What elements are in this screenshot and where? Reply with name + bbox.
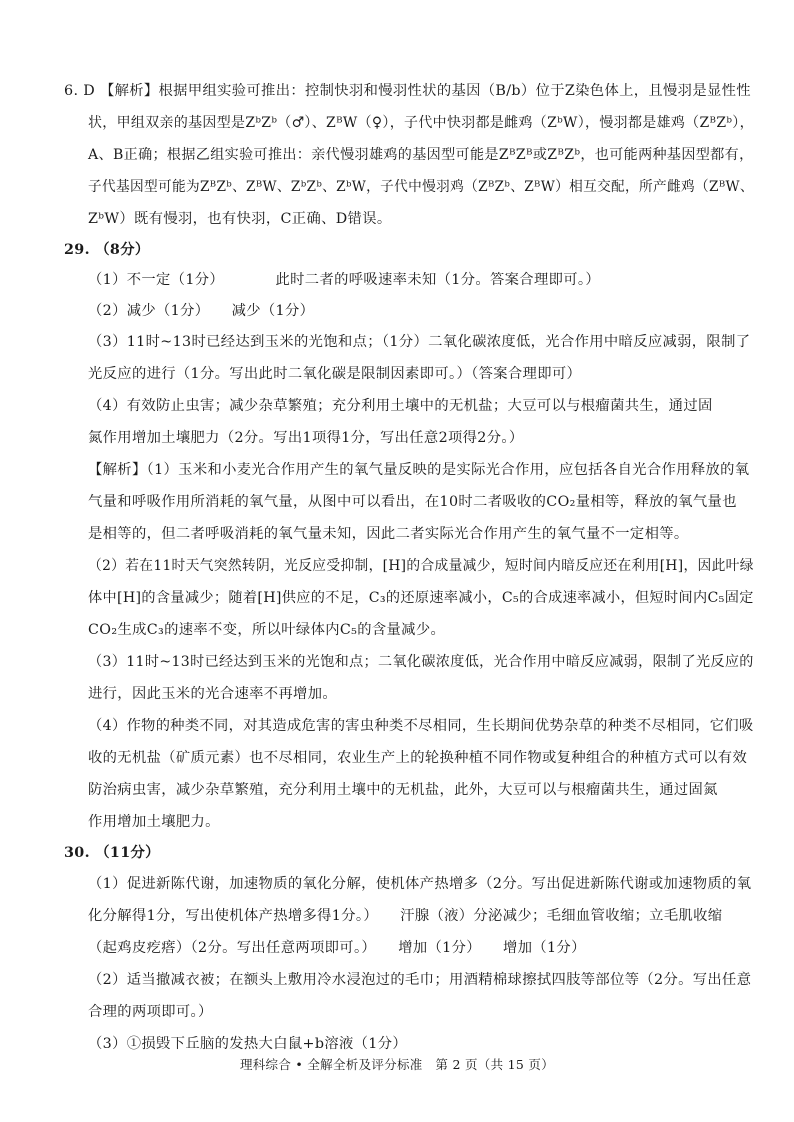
q29-analysis-1-line-3: 是相等的，但二者呼吸消耗的氧气量未知，因此二者实际光合作用产生的氧气量不一定相等。 [88,526,689,542]
q29-analysis-1-line-1: 【解析】（1）玉米和小麦光合作用产生的氧气量反映的是实际光合作用，应包括各自光合作用释放的氧 [88,462,750,478]
q30-part2-line-1: （2）适当撤减衣被；在额头上敷用冷水浸泡过的毛巾；用酒精棉球擦拭四肢等部位等（2分。写出任意 [88,972,752,988]
q29-part2: （2）减少（1分） 减少（1分） [88,303,315,319]
q29-part1: （1）不一定（1分） 此时二者的呼吸速率未知（1分。答案合理即可。） [88,272,601,288]
q29-analysis-3-line-2: 进行，因此玉米的光合速率不再增加。 [88,686,337,702]
q29-part3-line-2: 光反应的进行（1分。写出此时二氧化碳是限制因素即可。）（答案合理即可） [88,366,582,382]
q30-part1-line-3: （起鸡皮疙瘩）（2分。写出任意两项即可。） 增加（1分） 增加（1分） [88,940,586,956]
q6-answer-line-1: 6. D 【解析】根据甲组实验可推出：控制快羽和慢羽性状的基因（B/b）位于Z染色体上，且慢羽是显性性 [64,83,751,99]
q29-part3-line-1: （3）11时~13时已经达到玉米的光饱和点；（1分）二氧化碳浓度低，光合作用中暗反应减弱，限制了 [88,334,751,350]
q29-analysis-4-line-4: 作用增加土壤肥力。 [88,814,220,830]
q29-analysis-2-line-2: 体中[H]的含量减少；随着[H]供应的不足，C₃的还原速率减小，C₅的合成速率减小，但短时间内C₅固定 [88,590,754,606]
q29-analysis-1-line-2: 气量和呼吸作用所消耗的氧气量，从图中可以看出，在10时二者吸收的CO₂量相等，释放的氧气量也 [88,494,737,510]
q29-analysis-4-line-2: 收的无机盐（矿质元素）也不尽相同，农业生产上的轮换种植不同作物或复种组合的种植方式可以有效 [88,750,748,766]
q6-answer-line-2: 状，甲组双亲的基因型是ZᵇZᵇ（♂）、ZᴮW（♀），子代中快羽都是雌鸡（ZᵇW），慢羽都是雄鸡（ZᴮZᵇ）， [88,115,754,131]
q29-analysis-4-line-3: 防治病虫害，减少杂草繁殖，充分利用土壤中的无机盐，此外，大豆可以与根瘤菌共生，通过固氮 [88,782,718,798]
q30-part3-line-1: （3）①损毁下丘脑的发热大白鼠+b溶液（1分） [88,1036,408,1052]
q30-part1-line-2: 化分解得1分，写出使机体产热增多得1分。） 汗腺（液）分泌减少；毛细血管收缩；立毛肌收缩 [88,908,723,924]
q29-heading: 29. （8分） [64,242,150,258]
q29-analysis-2-line-3: CO₂生成C₃的速率不变，所以叶绿体内C₅的含量减少。 [88,622,446,638]
q6-answer-line-4: 子代基因型可能为ZᴮZᵇ、ZᴮW、ZᵇZᵇ、ZᵇW，子代中慢羽鸡（ZᴮZᵇ、ZᴮW）相互交配，所产雌鸡（ZᴮW、 [88,179,754,195]
q30-heading: 30. （11分） [64,845,160,861]
q29-analysis-2-line-1: （2）若在11时天气突然转阴，光反应受抑制，[H]的合成量减少，短时间内暗反应还在利用[H]，因此叶绿 [88,558,754,574]
q29-analysis-4-line-1: （4）作物的种类不同，对其造成危害的害虫种类不尽相同，生长期间优势杂草的种类不尽相同，它们吸 [88,718,754,734]
q29-analysis-3-line-1: （3）11时~13时已经达到玉米的光饱和点；二氧化碳浓度低，光合作用中暗反应减弱，限制了光反应的 [88,654,754,670]
q29-part4-line-1: （4）有效防止虫害；减少杂草繁殖；充分利用土壤中的无机盐；大豆可以与根瘤菌共生，通过固 [88,398,713,414]
q6-answer-line-5: ZᵇW）既有慢羽，也有快羽，C正确、D错误。 [88,211,392,227]
q6-answer-line-3: A、B正确；根据乙组实验可推出：亲代慢羽雄鸡的基因型可能是ZᴮZᴮ或ZᴮZᵇ，也可能两种基因型都有， [88,147,754,163]
q30-part1-line-1: （1）促进新陈代谢，加速物质的氧化分解，使机体产热增多（2分。写出促进新陈代谢或加速物质的氧 [88,876,752,892]
q30-part2-line-2: 合理的两项即可。） [88,1004,213,1020]
page-footer: 理科综合 • 全解全析及评分标准 第 2 页（共 15 页） [239,1057,555,1072]
q29-part4-line-2: 氮作用增加土壤肥力（2分。写出1项得1分，写出任意2项得2分。） [88,430,524,446]
